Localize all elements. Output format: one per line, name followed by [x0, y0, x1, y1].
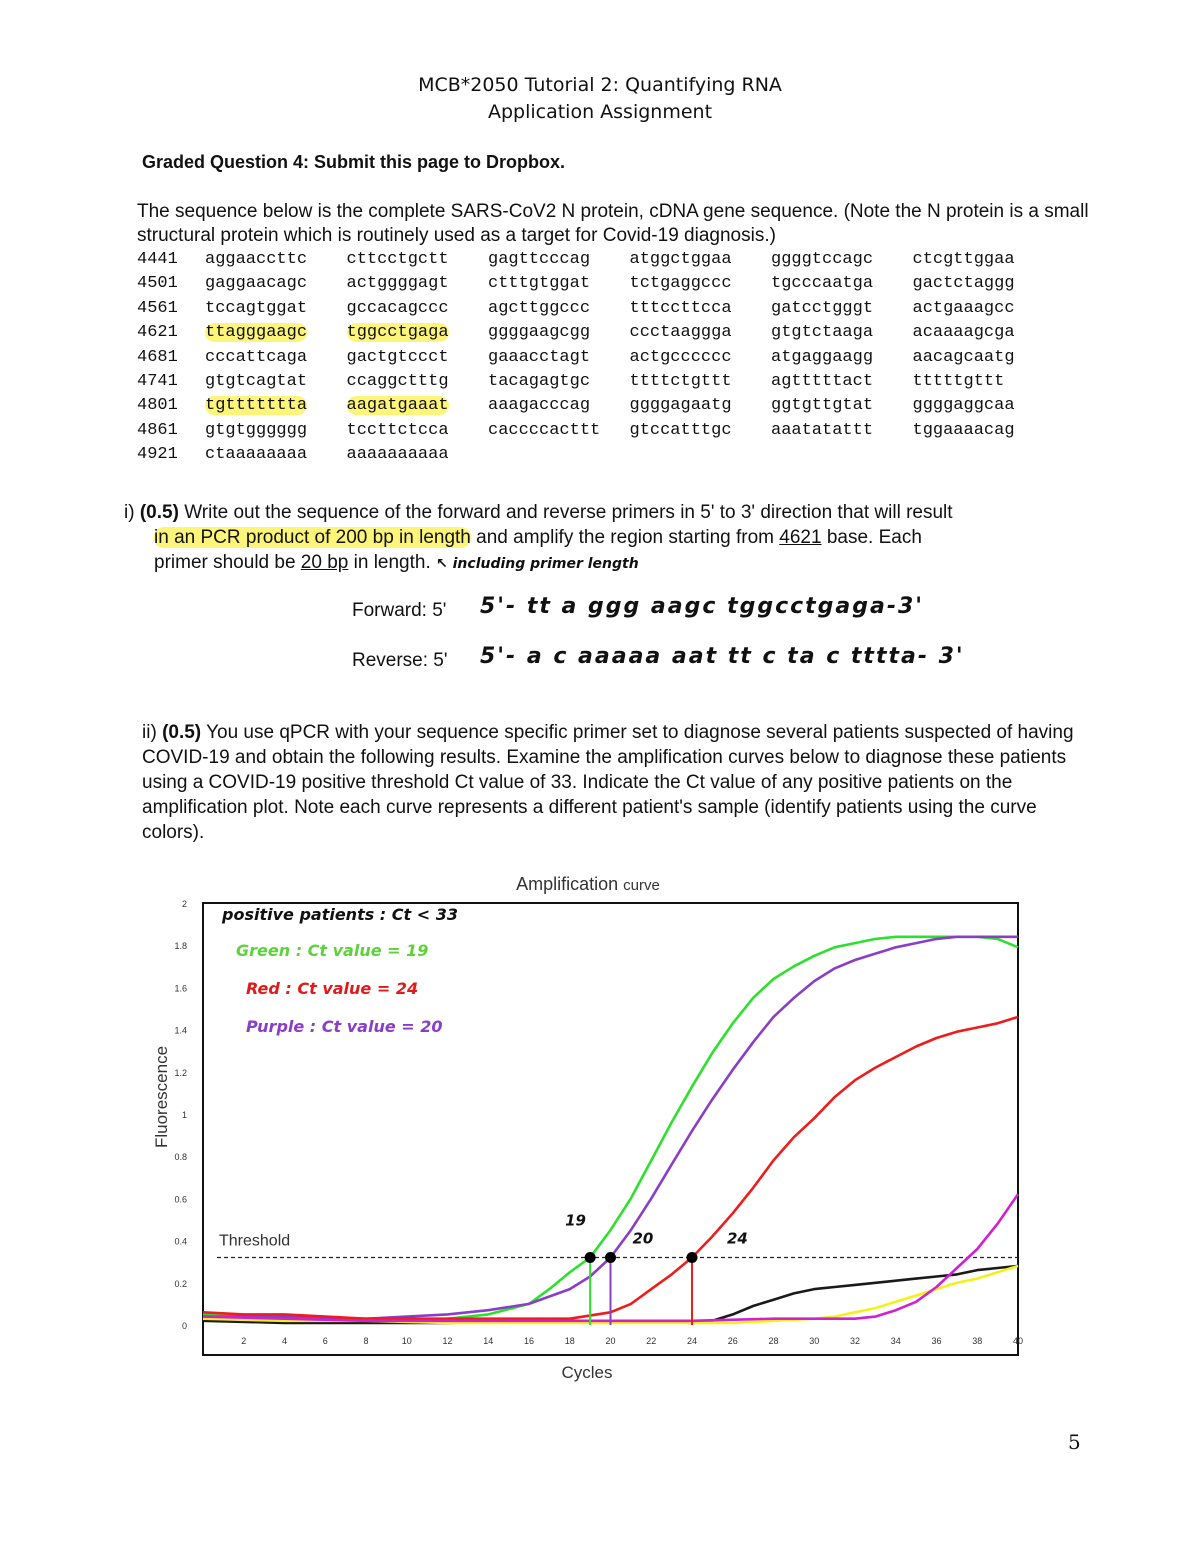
- sequence-block-text: aggaaccttc: [205, 250, 308, 269]
- y-tick-label: 0: [181, 1321, 187, 1331]
- x-tick-label: 14: [483, 1336, 494, 1346]
- sequence-block-text: agtttttact: [771, 371, 874, 391]
- sequence-block-text: gtgtgggggg: [205, 420, 308, 440]
- sequence-position: 4561: [137, 298, 178, 318]
- sequence-row: [137, 248, 1054, 272]
- reverse-primer-answer: 5'- a c aaaaa aat tt c ta c tttta- 3': [480, 644, 965, 669]
- ct-point-19: [585, 1252, 596, 1263]
- sequence-row: [137, 394, 1054, 418]
- sequence-block-text: ctaaaaaaaa: [205, 445, 308, 465]
- sequence-block-text: ccctaaggga: [629, 323, 732, 343]
- y-axis-label: Fluorescence: [152, 1045, 171, 1149]
- sequence-position: 4621: [137, 323, 178, 343]
- part-i-text-e: in length.: [348, 552, 431, 573]
- sequence-block-text: atggctggaa: [629, 250, 732, 269]
- sequence-block-text: gactctaggg: [912, 274, 1015, 294]
- sequence-block-text: gagttcccag: [488, 250, 591, 269]
- sequence-block-text: aaatatattt: [771, 420, 874, 440]
- ct-point-20: [605, 1252, 616, 1263]
- sequence-block-text: ggggaggcaa: [912, 396, 1015, 416]
- sequence-block-text: ctttgtggat: [488, 274, 591, 294]
- sequence-block-text: gtgtctaaga: [771, 323, 874, 343]
- sequence-block-text: tggcctgaga: [346, 323, 449, 343]
- part-i-text-c: base. Each: [821, 527, 922, 548]
- y-tick-label: 1.2: [174, 1067, 187, 1078]
- x-tick-label: 20: [605, 1336, 616, 1346]
- sequence-block-text: cccattcaga: [205, 347, 308, 367]
- part-ii-text: You use qPCR with your sequence specific primer set to diagnose several patients suspected of having COVID-19 and obtain the following results. Examine the amplification curves below to diagnose these patients using a COVID-19 positive threshold Ct value of 33. Indicate the Ct value of any positive patients on the amplification plot. Note each curve represents a different patient's sample (identify patients using the curve colors).: [142, 722, 1074, 843]
- reverse-label: Reverse: 5': [352, 650, 448, 671]
- part-ii-label: ii): [142, 722, 157, 743]
- part-i-text-b: and amplify the region starting from: [470, 527, 780, 548]
- sequence-block: [137, 248, 1054, 468]
- ct-label: 20: [632, 1229, 654, 1248]
- x-tick-label: 36: [931, 1336, 942, 1346]
- sequence-block-text: tccagtggat: [205, 298, 308, 318]
- x-tick-label: 2: [241, 1336, 247, 1346]
- y-tick-label: 0.8: [174, 1152, 187, 1163]
- sequence-position: 4741: [137, 371, 178, 391]
- ct-label: 24: [727, 1229, 748, 1248]
- sequence-block-text: cttcctgctt: [346, 250, 449, 269]
- sequence-position: 4681: [137, 347, 178, 367]
- sequence-block-text: caccccacttt: [488, 420, 601, 440]
- ct-label: 19: [565, 1211, 586, 1230]
- sequence-block-text: aaagacccag: [488, 396, 591, 416]
- sequence-block-text: ggggaagcgg: [488, 323, 591, 343]
- sequence-block-text: aagatgaaat: [346, 396, 449, 416]
- part-i-label: i): [124, 502, 135, 523]
- question-heading: Graded Question 4: Submit this page to Dropbox.: [142, 152, 566, 172]
- question-intro: The sequence below is the complete SARS-CoV2 N protein, cDNA gene sequence. (Note the N protein is a small structural protein which is routinely used as a target for Covid-19 diagnosis.): [137, 201, 1089, 246]
- sequence-block-text: tttccttcca: [629, 298, 732, 318]
- y-tick-label: 0.6: [174, 1194, 187, 1205]
- sequence-block-text: ttttctgttt: [629, 371, 732, 391]
- handwritten-annotation: positive patients : Ct < 33: [222, 905, 458, 924]
- x-tick-label: 18: [564, 1336, 575, 1346]
- sequence-block-text: tgttttttta: [205, 396, 308, 416]
- x-tick-label: 34: [890, 1336, 901, 1346]
- x-tick-label: 40: [1012, 1336, 1024, 1346]
- part-i-text-d: primer should be: [154, 552, 301, 573]
- sequence-position: 4861: [137, 420, 178, 440]
- sequence-block-text: gaggaacagc: [205, 274, 308, 294]
- sequence-position: 4501: [137, 274, 178, 294]
- handwritten-note: ↖ including primer length: [436, 556, 639, 572]
- sequence-block-text: atgaggaagg: [771, 347, 874, 367]
- y-tick-label: 0.2: [174, 1278, 187, 1289]
- sequence-block-text: tggaaaacag: [912, 420, 1015, 440]
- x-tick-label: 26: [727, 1336, 738, 1346]
- sequence-block-text: aacagcaatg: [912, 347, 1015, 367]
- x-tick-label: 16: [523, 1336, 535, 1346]
- sequence-block-text: tacagagtgc: [488, 371, 591, 391]
- sequence-block-text: agcttggccc: [488, 298, 591, 318]
- x-tick-label: 10: [401, 1336, 412, 1346]
- x-tick-label: 6: [322, 1336, 328, 1346]
- amplification-chart: [0, 860, 1200, 1400]
- x-tick-label: 8: [363, 1336, 369, 1346]
- sequence-block-text: gactgtccct: [346, 347, 449, 367]
- x-tick-label: 22: [646, 1336, 657, 1346]
- y-tick-label: 0.4: [174, 1236, 187, 1247]
- y-tick-label: 1: [181, 1110, 187, 1120]
- sequence-row: [137, 370, 1054, 394]
- page-subtitle: Application Assignment: [487, 101, 713, 123]
- handwritten-annotation: Red : Ct value = 24: [246, 979, 419, 998]
- page-number: 5: [1068, 1430, 1081, 1454]
- x-tick-label: 24: [686, 1336, 698, 1346]
- sequence-block-text: ggggagaatg: [629, 396, 732, 416]
- sequence-block-text: aaaaaaaaaa: [346, 445, 449, 465]
- sequence-row: [137, 321, 1054, 345]
- highlighted-requirement: in an PCR product of 200 bp in length: [154, 527, 471, 548]
- threshold-label: Threshold: [219, 1232, 291, 1250]
- y-tick-label: 1.8: [174, 941, 187, 952]
- handwritten-annotation: Green : Ct value = 19: [236, 941, 429, 960]
- part-i-points: (0.5): [139, 502, 179, 523]
- sequence-block-text: tccttctcca: [346, 420, 449, 440]
- part-ii-points: (0.5): [162, 722, 202, 743]
- ct-point-24: [687, 1252, 698, 1263]
- sequence-block-text: actggggagt: [346, 274, 449, 294]
- part-i: [124, 500, 1084, 577]
- chart-title: Amplification curve: [516, 874, 660, 894]
- base-position: 4621: [779, 527, 822, 548]
- sequence-row: [137, 346, 1054, 370]
- sequence-block-text: gtccatttgc: [629, 420, 732, 440]
- sequence-position: 4801: [137, 396, 178, 416]
- x-tick-label: 38: [972, 1336, 983, 1346]
- x-tick-label: 28: [768, 1336, 779, 1346]
- sequence-position: 4921: [137, 445, 178, 465]
- sequence-block-text: gatcctgggt: [771, 298, 874, 318]
- sequence-row: [137, 297, 1054, 321]
- sequence-block-text: ggtgttgtat: [771, 396, 874, 416]
- x-tick-label: 12: [442, 1336, 453, 1346]
- x-tick-label: 30: [809, 1336, 820, 1346]
- y-tick-label: 2: [181, 899, 187, 909]
- sequence-position: 4441: [137, 250, 178, 269]
- part-ii: [142, 720, 1082, 845]
- sequence-block-text: ggggtccagc: [771, 250, 874, 269]
- x-tick-label: 4: [281, 1336, 288, 1346]
- sequence-block-text: actgaaagcc: [912, 298, 1015, 318]
- sequence-row: [137, 419, 1054, 443]
- x-tick-label: 32: [849, 1336, 861, 1346]
- forward-label: Forward: 5': [352, 600, 447, 621]
- handwritten-annotation: Purple : Ct value = 20: [246, 1017, 443, 1036]
- sequence-block-text: ctcgttggaa: [912, 250, 1015, 269]
- sequence-block-text: tttttgttt: [912, 371, 1005, 391]
- primer-length: 20 bp: [300, 552, 349, 573]
- page-title: MCB*2050 Tutorial 2: Quantifying RNA: [418, 74, 782, 96]
- y-tick-label: 1.6: [174, 983, 187, 994]
- forward-primer-answer: 5'- tt a ggg aagc tggcctgaga-3': [480, 594, 925, 619]
- y-tick-label: 1.4: [174, 1025, 187, 1036]
- sequence-block-text: acaaaagcga: [912, 323, 1015, 343]
- sequence-block-text: actgcccccc: [629, 347, 732, 367]
- sequence-row: [137, 443, 1054, 467]
- sequence-block-text: ccaggctttg: [346, 371, 449, 391]
- part-i-text-a: Write out the sequence of the forward and reverse primers in 5' to 3' direction that will result: [178, 502, 953, 523]
- sequence-block-text: gaaacctagt: [488, 347, 591, 367]
- x-axis-label: Cycles: [561, 1363, 613, 1382]
- sequence-block-text: gtgtcagtat: [205, 371, 308, 391]
- sequence-block-text: gccacagccc: [346, 298, 449, 318]
- sequence-row: [137, 272, 1054, 296]
- sequence-block-text: tctgaggccc: [629, 274, 732, 294]
- sequence-block-text: ttagggaagc: [205, 323, 308, 343]
- sequence-block-text: tgcccaatga: [771, 274, 874, 294]
